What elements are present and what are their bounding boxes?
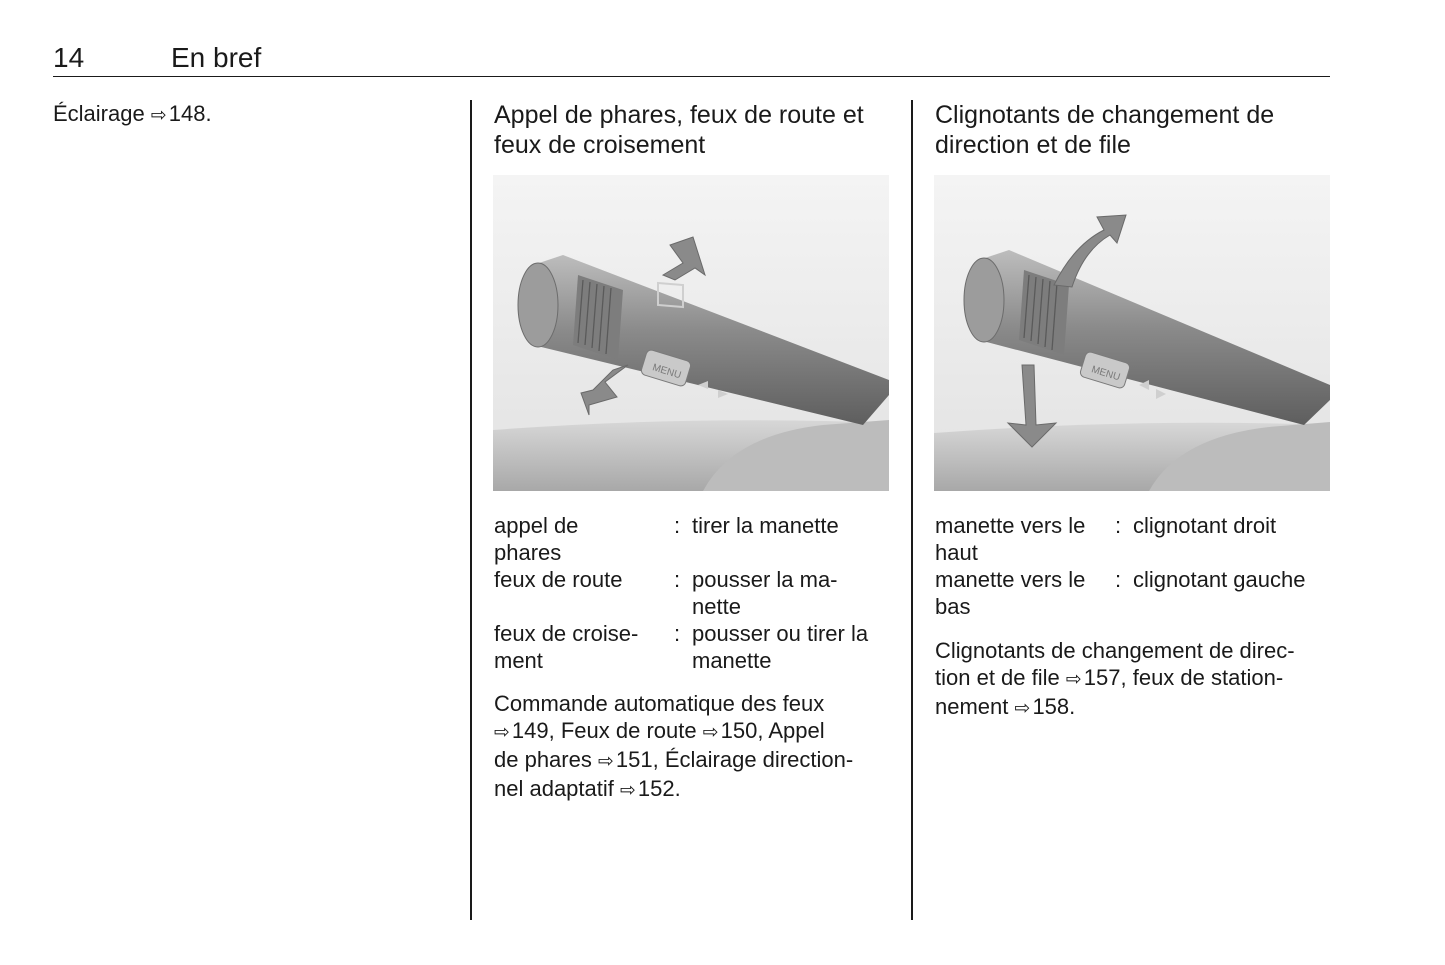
def-row (494, 620, 894, 674)
arrow-ref-icon: ⇨ (620, 780, 636, 801)
def-sep: : (674, 567, 681, 592)
def-key: manette vers le (935, 513, 1086, 538)
def-sep: : (1115, 513, 1122, 538)
def-row (494, 566, 894, 620)
def-key: feux de route (494, 567, 623, 592)
para-line (494, 746, 904, 775)
headlight-heading (494, 100, 894, 160)
page-ref[interactable]: 157, feux de station- (1083, 665, 1284, 690)
para-line: Commande automatique des feux (494, 691, 825, 716)
heading-line: feux de croisement (494, 131, 706, 159)
para-line (494, 717, 904, 746)
arrow-ref-icon: ⇨ (597, 751, 614, 772)
para-line (494, 775, 904, 804)
para-text: de phares (494, 747, 592, 772)
page-number: 14 (53, 42, 85, 73)
def-sep: : (674, 621, 681, 646)
def-key: phares (494, 540, 562, 565)
def-key: manette vers le (935, 567, 1086, 592)
page-ref[interactable]: 152. (637, 776, 681, 801)
column-divider-1 (470, 100, 472, 920)
def-value: tirer la manette (692, 513, 839, 538)
headlight-paragraph (494, 690, 904, 804)
arrow-ref-icon: ⇨ (702, 722, 719, 743)
arrow-ref-icon: ⇨ (1065, 669, 1082, 690)
arrow-ref-icon: ⇨ (494, 722, 510, 743)
arrow-ref-icon: ⇨ (1014, 698, 1031, 719)
page-header (53, 40, 1330, 77)
stalk-end-cap (964, 258, 1004, 342)
def-value: manette (692, 648, 772, 673)
para-text: nement (935, 694, 1009, 719)
turn-signal-paragraph (935, 637, 1335, 722)
def-value: pousser la ma- (692, 567, 838, 592)
def-key: appel de (494, 513, 579, 538)
section-title: En bref (171, 42, 262, 73)
menu-label: MENU (650, 362, 683, 382)
def-row (494, 512, 894, 566)
def-sep: : (674, 513, 681, 538)
turn-signal-definitions (935, 512, 1335, 620)
turn-signal-heading (935, 100, 1335, 160)
para-line: Clignotants de changement de direc- (935, 638, 1295, 663)
def-key: feux de croise- (494, 621, 639, 646)
def-row (935, 512, 1335, 566)
turn-signal-stalk-figure (934, 175, 1330, 491)
page-ref[interactable]: 151, Éclairage direction- (615, 747, 854, 772)
menu-label: MENU (1089, 364, 1122, 384)
heading-line: Clignotants de changement de (935, 101, 1275, 129)
stalk-end-cap (518, 263, 558, 347)
para-line (935, 693, 1335, 722)
headlight-definitions (494, 512, 894, 674)
heading-line: Appel de phares, feux de route et (494, 101, 864, 129)
page-ref[interactable]: 158. (1032, 694, 1076, 719)
heading-line: direction et de file (935, 131, 1131, 159)
def-value: pousser ou tirer la (692, 621, 869, 646)
page-ref[interactable]: 148. (168, 101, 212, 126)
para-text: tion et de file (935, 665, 1060, 690)
para-text: nel adaptatif (494, 776, 614, 801)
def-key: ment (494, 648, 543, 673)
lighting-text: Éclairage (53, 101, 145, 126)
def-row (935, 566, 1335, 620)
def-value: clignotant gauche (1133, 567, 1306, 592)
def-key: haut (935, 540, 978, 565)
def-key: bas (935, 594, 971, 619)
arrow-ref-icon: ⇨ (150, 105, 167, 126)
page-ref[interactable]: 149, Feux de route (511, 718, 697, 743)
headlight-stalk-figure (493, 175, 889, 491)
def-sep: : (1115, 567, 1122, 592)
lighting-reference (53, 100, 212, 129)
def-value: clignotant droit (1133, 513, 1277, 538)
column-divider-2 (911, 100, 913, 920)
para-line (935, 664, 1335, 693)
def-value: nette (692, 594, 741, 619)
page-ref[interactable]: 150, Appel (720, 718, 825, 743)
